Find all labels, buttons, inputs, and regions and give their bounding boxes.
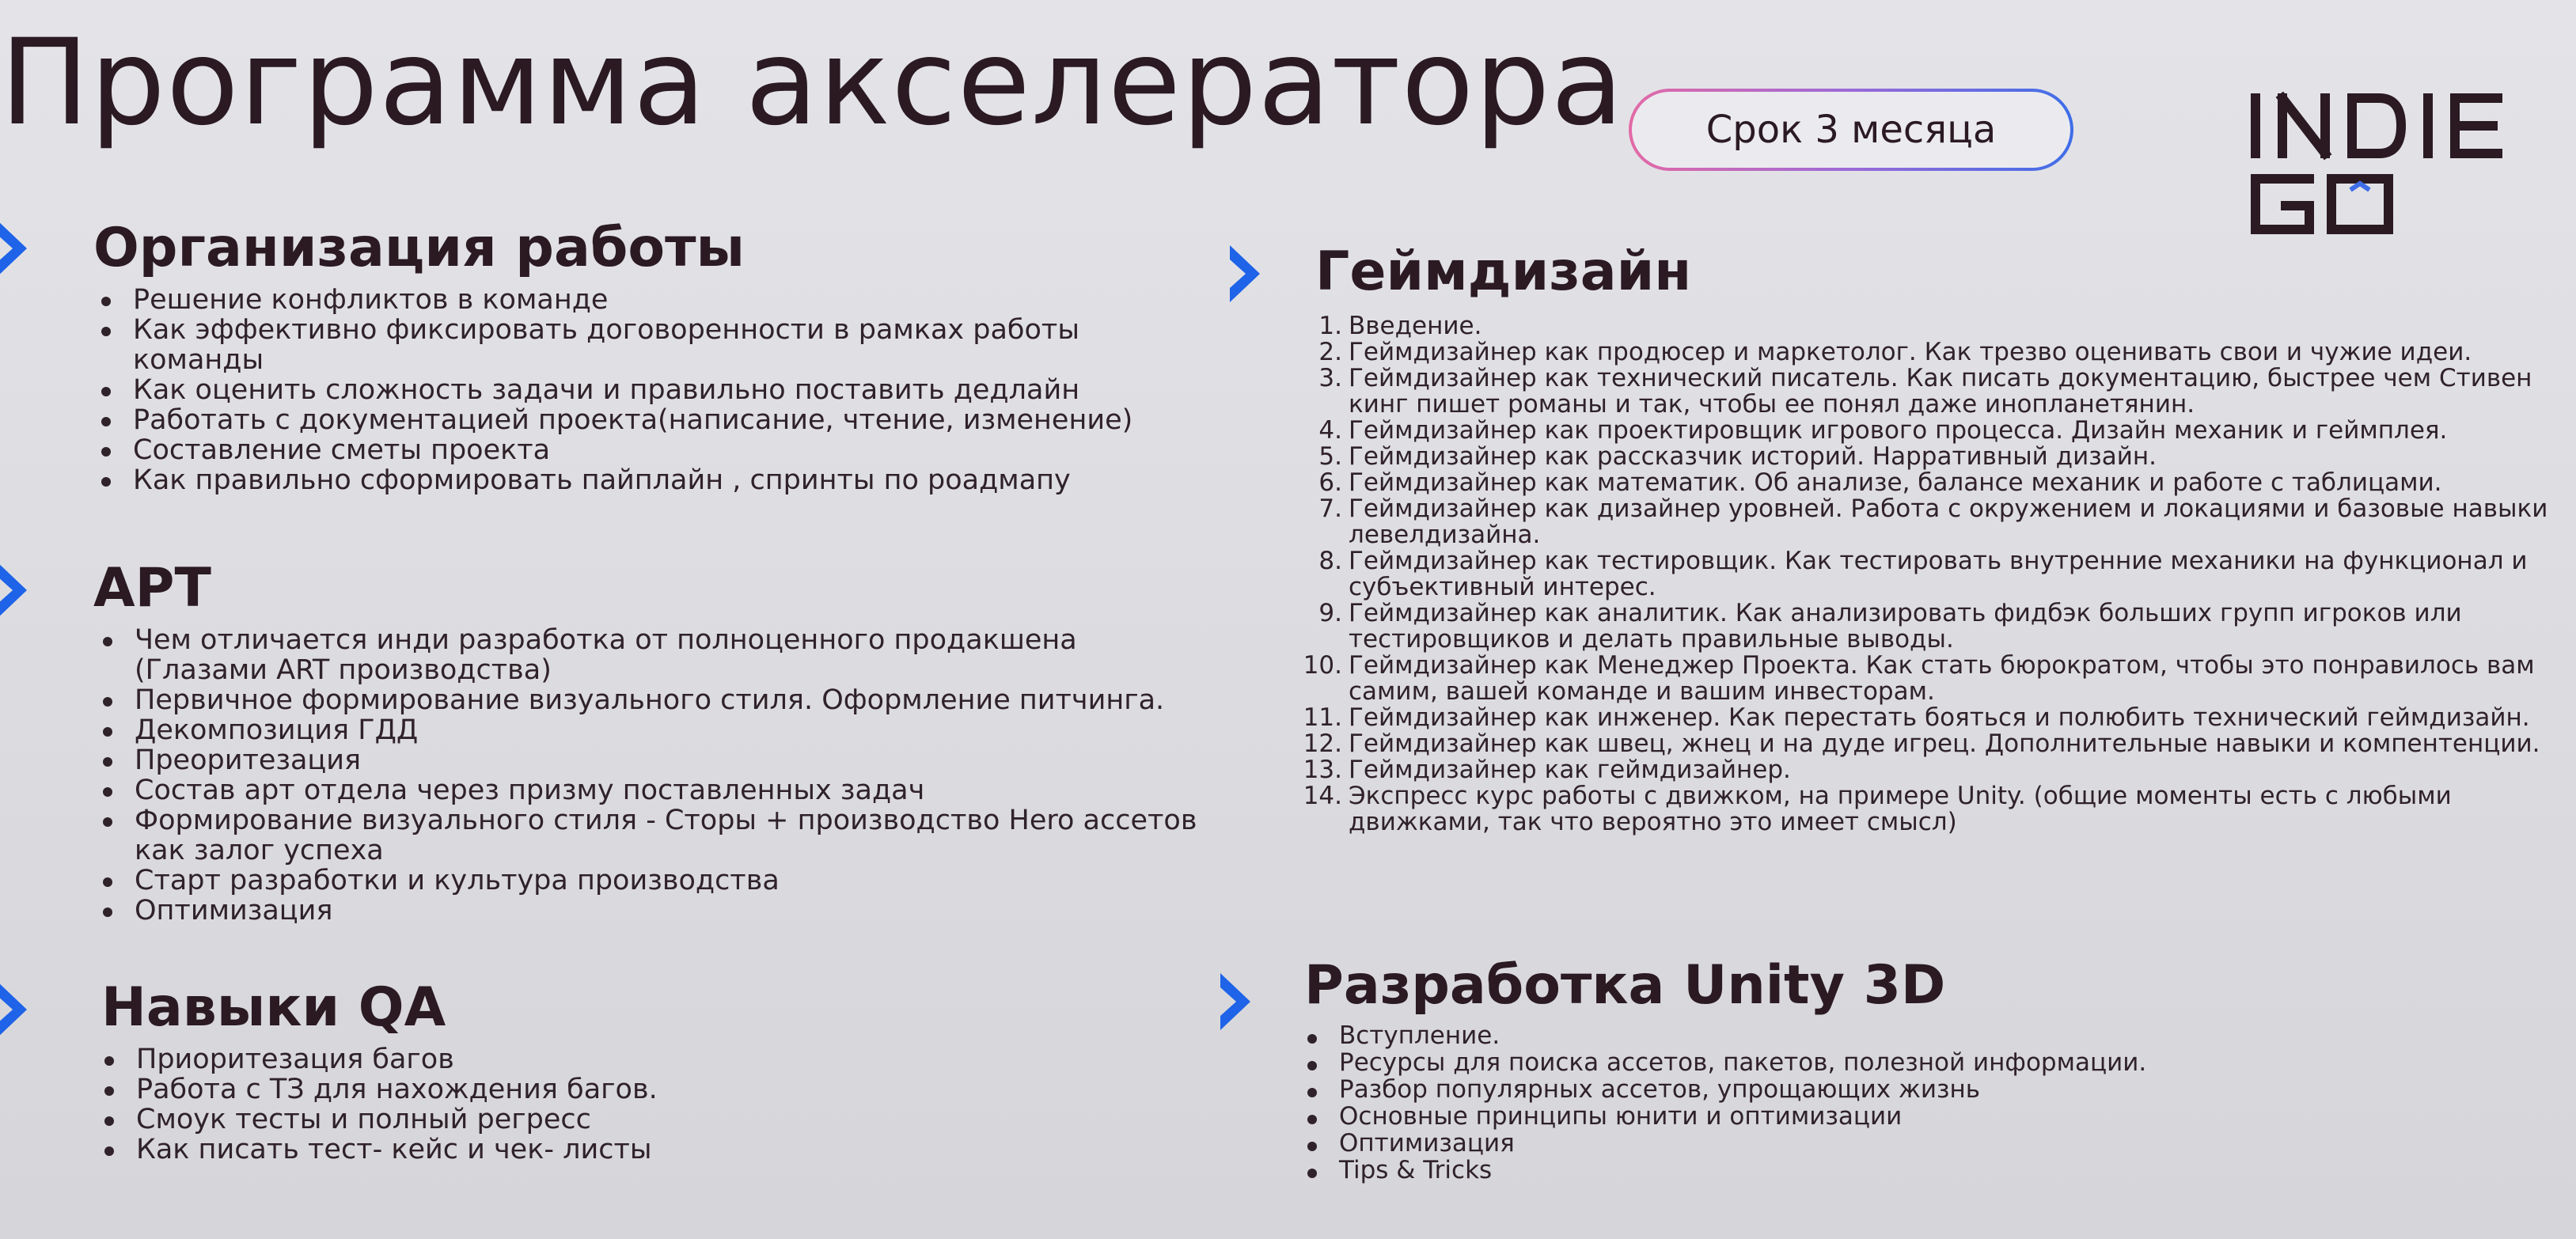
- logo-mark: [2246, 90, 2515, 241]
- item-number: 3.: [1318, 364, 1342, 392]
- list-item: [1295, 653, 2548, 705]
- list-item: Вступление.: [1303, 1022, 2477, 1049]
- item-number: 2.: [1318, 338, 1342, 366]
- list-item: Работать с документацией проекта(написание, чтение, изменение): [97, 405, 1171, 435]
- organization-list: [97, 285, 1171, 495]
- section-title: Организация работы: [93, 217, 745, 279]
- section-unity-header: [1211, 949, 2477, 1022]
- chevron-right-icon: [0, 217, 36, 280]
- item-number: 14.: [1303, 782, 1342, 810]
- list-item: [1295, 757, 2548, 783]
- chevron-right-icon: [1225, 242, 1269, 305]
- list-item: [1295, 548, 2548, 601]
- item-number: 5.: [1318, 442, 1342, 471]
- list-item: [1295, 418, 2548, 444]
- item-number: 4.: [1318, 416, 1342, 445]
- indie-go-logo: [2246, 90, 2515, 241]
- list-item: Как оценить сложность задачи и правильно поставить дедлайн: [97, 375, 1171, 405]
- item-number: 9.: [1318, 599, 1342, 627]
- list-item: Как писать тест- кейс и чек- листы: [100, 1135, 1171, 1165]
- list-item: [1295, 313, 2548, 339]
- list-item: [1295, 339, 2548, 366]
- item-text: Геймдизайнер как рассказчик историй. Нарративный дизайн.: [1349, 442, 2157, 471]
- list-item: Оптимизация: [1303, 1130, 2477, 1157]
- section-qa: [0, 972, 1171, 1165]
- item-number: 13.: [1303, 756, 1342, 784]
- list-item: Основные принципы юнити и оптимизации: [1303, 1103, 2477, 1130]
- section-qa-header: [0, 972, 1171, 1044]
- item-text: Введение.: [1349, 312, 1482, 340]
- item-text: Геймдизайнер как технический писатель. Как писать документацию, быстрее чем Стивен кинг пишет романы и так, чтобы ее понял даже инопланетянин.: [1349, 364, 2532, 419]
- item-text: Геймдизайнер как продюсер и маркетолог. Как трезво оценивать свои и чужие идеи.: [1349, 338, 2472, 366]
- list-item: [1295, 444, 2548, 470]
- unity-list: [1303, 1022, 2477, 1184]
- section-title: Навыки QA: [101, 976, 446, 1039]
- list-item: Формирование визуального стиля - Сторы + производство Hero ассетов как залог успеха: [98, 805, 1242, 866]
- list-item: [1295, 366, 2548, 418]
- item-text: Геймдизайнер как аналитик. Как анализировать фидбэк больших групп игроков или тестировщиков и делать правильные выводы.: [1349, 599, 2462, 654]
- page-title: Программа акселератора: [0, 14, 1625, 152]
- list-item: Как эффективно фиксировать договоренности в рамках работы команды: [97, 315, 1162, 375]
- list-item: Приоритезация багов: [100, 1044, 1171, 1074]
- list-item: Разбор популярных ассетов, упрощающих жизнь: [1303, 1076, 2477, 1103]
- list-item: Составление сметы проекта: [97, 435, 1171, 465]
- item-number: 11.: [1303, 703, 1342, 732]
- list-item: Смоук тесты и полный регресс: [100, 1104, 1171, 1135]
- chevron-right-icon: [0, 559, 36, 622]
- list-item: Старт разработки и культура производства: [98, 866, 1206, 896]
- item-number: 7.: [1318, 494, 1342, 523]
- section-gamedesign-header: [1219, 236, 2548, 309]
- item-number: 1.: [1318, 312, 1342, 340]
- list-item: [1295, 731, 2548, 757]
- art-list: [98, 625, 1206, 926]
- list-item: Tips & Tricks: [1303, 1157, 2477, 1184]
- section-gamedesign: [1219, 236, 2548, 835]
- gamedesign-list: [1295, 313, 2548, 835]
- section-art: [0, 552, 1203, 926]
- list-item: [1295, 470, 2548, 496]
- list-item: [1295, 705, 2548, 731]
- item-number: 10.: [1303, 651, 1342, 680]
- list-item: Решение конфликтов в команде: [97, 285, 1171, 315]
- list-item: Ресурсы для поиска ассетов, пакетов, полезной информации.: [1303, 1049, 2477, 1076]
- item-text: Геймдизайнер как геймдизайнер.: [1349, 756, 1791, 784]
- item-number: 8.: [1318, 547, 1342, 575]
- list-item: [1295, 783, 2548, 835]
- list-item: [1295, 601, 2548, 653]
- duration-badge: Срок 3 месяца: [1629, 89, 2073, 171]
- section-title: АРТ: [93, 557, 211, 620]
- item-number: 6.: [1318, 468, 1342, 497]
- section-title: Геймдизайн: [1315, 241, 1692, 303]
- list-item: [1295, 496, 2548, 548]
- item-text: Экспресс курс работы с движком, на примере Unity. (общие моменты есть с любыми движками, так что вероятно это имеет смысл): [1349, 782, 2452, 836]
- item-text: Геймдизайнер как инженер. Как перестать бояться и полюбить технический геймдизайн.: [1349, 703, 2530, 732]
- list-item: Оптимизация: [98, 896, 1206, 926]
- list-item: Как правильно сформировать пайплайн , спринты по роадмапу: [97, 465, 1171, 495]
- item-text: Геймдизайнер как Менеджер Проекта. Как стать бюрократом, чтобы это понравилось вам самим, вашей команде и вашим инвесторам.: [1349, 651, 2535, 706]
- qa-list: [100, 1044, 1171, 1165]
- list-item: Работа с ТЗ для нахождения багов.: [100, 1074, 1171, 1104]
- section-title: Разработка Unity 3D: [1304, 954, 1946, 1017]
- section-organization: [0, 212, 1171, 495]
- list-item: Состав арт отдела через призму поставленных задач: [98, 775, 1206, 805]
- list-item: Чем отличается инди разработка от полноценного продакшена (Глазами ART производства): [98, 625, 1163, 685]
- item-text: Геймдизайнер как дизайнер уровней. Работа с окружением и локациями и базовые навыки левелдизайна.: [1349, 494, 2548, 549]
- item-text: Геймдизайнер как проектировщик игрового процесса. Дизайн механик и геймплея.: [1349, 416, 2448, 445]
- list-item: Декомпозиция ГДД: [98, 715, 1206, 745]
- list-item: Преоритезация: [98, 745, 1206, 775]
- item-text: Геймдизайнер как швец, жнец и на дуде игрец. Дополнительные навыки и компентенции.: [1349, 729, 2540, 758]
- item-text: Геймдизайнер как математик. Об анализе, балансе механик и работе с таблицами.: [1349, 468, 2442, 497]
- section-unity: [1211, 949, 2477, 1184]
- item-text: Геймдизайнер как тестировщик. Как тестировать внутренние механики на функционал и субъективный интерес.: [1349, 547, 2528, 601]
- section-art-header: [0, 552, 1203, 625]
- list-item: Первичное формирование визуального стиля. Оформление питчинга.: [98, 685, 1206, 715]
- chevron-right-icon: [1216, 970, 1260, 1033]
- section-organization-header: [0, 212, 1171, 285]
- chevron-right-icon: [0, 978, 36, 1041]
- item-number: 12.: [1303, 729, 1342, 758]
